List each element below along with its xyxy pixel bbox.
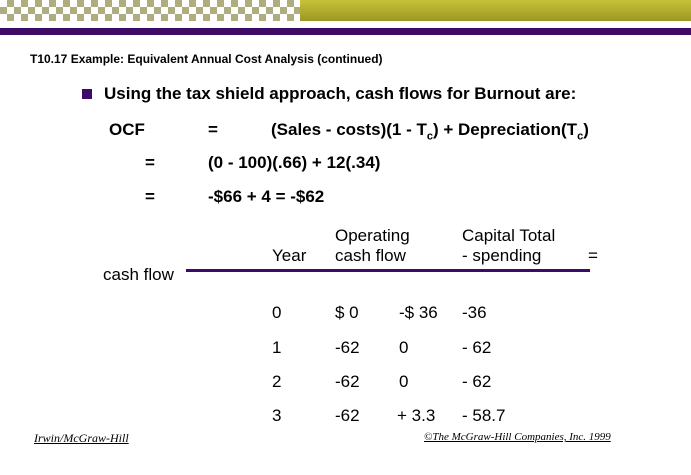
row-year: 2 <box>272 372 282 391</box>
row-total: - 62 <box>462 372 492 391</box>
tax-subscript-1: c <box>426 130 433 143</box>
row-ocf: -62 <box>335 406 360 425</box>
header-year: Year <box>272 246 307 265</box>
header-equals: = <box>588 246 598 265</box>
ocf-formula <box>271 120 589 142</box>
header-operating: Operating <box>335 226 410 245</box>
ocf-label: OCF <box>109 120 145 139</box>
row-year: 3 <box>272 406 282 425</box>
row-total: - 58.7 <box>462 406 506 425</box>
ocf-line-3: -$66 + 4 = -$62 <box>208 187 325 206</box>
row-total: -36 <box>462 303 487 322</box>
gold-bar <box>300 0 691 21</box>
row-capital: -$ 36 <box>399 303 438 322</box>
header-cash-flow: cash flow <box>335 246 406 265</box>
row-year: 0 <box>272 303 282 322</box>
header-capital-total: Capital Total <box>462 226 556 245</box>
equals-sign-2: = <box>145 153 155 172</box>
row-year: 1 <box>272 338 282 357</box>
equals-sign-3: = <box>145 187 155 206</box>
checker-pattern <box>0 0 310 21</box>
row-ocf: -62 <box>335 372 360 391</box>
slide-title: T10.17 Example: Equivalent Annual Cost Analysis (continued) <box>30 52 383 66</box>
decorative-top-bar <box>0 0 691 21</box>
formula-part-2: ) + Depreciation(T <box>433 120 578 139</box>
formula-part-1: (Sales - costs)(1 - T <box>271 120 427 139</box>
row-ocf: $ 0 <box>335 303 359 322</box>
header-total-cash-flow: cash flow <box>103 265 174 284</box>
bullet-text: Using the tax shield approach, cash flows for Burnout are: <box>104 84 577 103</box>
equals-sign-1: = <box>208 120 218 139</box>
row-capital: + 3.3 <box>397 406 436 425</box>
row-total: - 62 <box>462 338 492 357</box>
purple-divider <box>0 28 691 35</box>
footer-copyright: ©The McGraw-Hill Companies, Inc. 1999 <box>424 431 611 443</box>
header-rule <box>186 269 590 272</box>
row-ocf: -62 <box>335 338 360 357</box>
square-bullet-icon <box>82 89 92 99</box>
ocf-line-2: (0 - 100)(.66) + 12(.34) <box>208 153 381 172</box>
row-capital: 0 <box>399 372 409 391</box>
row-capital: 0 <box>399 338 409 357</box>
tax-subscript-2: c <box>577 130 584 143</box>
header-spending: - spending <box>462 246 542 265</box>
footer-publisher: Irwin/McGraw-Hill <box>34 431 129 445</box>
formula-part-3: ) <box>583 120 589 139</box>
